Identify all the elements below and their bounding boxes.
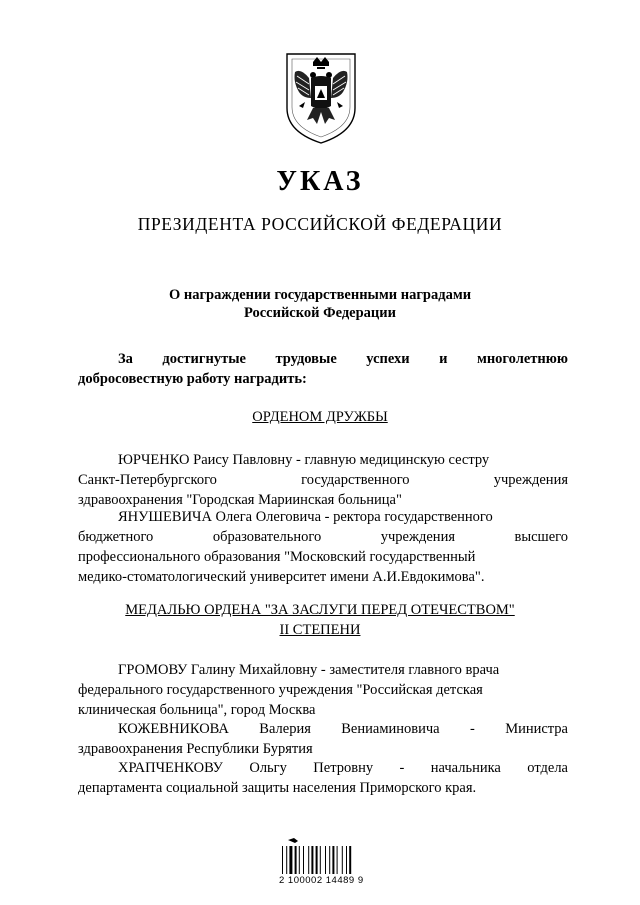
issuer-title: ПРЕЗИДЕНТА РОССИЙСКОЙ ФЕДЕРАЦИИ [137, 214, 503, 234]
preamble-line-1: За достигнутые трудовые успехи и многолетнюю [118, 351, 568, 367]
preamble-line-2: добросовестную работу наградить: [78, 371, 307, 387]
award1-recipient-1: ЮРЧЕНКО Раису Павловну - главную медицинскую сестру Санкт-Петербургского государственного учреждения здравоохранения "Городская Мариинская больница" [78, 452, 568, 508]
award1-recipient-2: ЯНУШЕВИЧА Олега Олеговича - ректора государственного бюджетного образовательного учреждения высшего профессионального образования "Московский государственный медико-стоматологический университет имени А.И.Евдокимова". [78, 509, 568, 585]
preamble [78, 349, 568, 389]
award2-recipient-2: КОЖЕВНИКОВА Валерия Вениаминовича - Министра здравоохранения Республики Бурятия [78, 721, 568, 757]
document-type-title: УКАЗ [276, 166, 364, 197]
award2-recipient-3: ХРАПЧЕНКОВУ Ольгу Петровну - начальника отдела департамента социальной защиты населения Приморского края. [78, 760, 568, 796]
award-title-medal-line-2: II СТЕПЕНИ [279, 622, 361, 638]
coat-of-arms-emblem [283, 50, 359, 146]
subject-line-1: О награждении государственными наградами [168, 287, 472, 303]
award2-recipient-1: ГРОМОВУ Галину Михайловну - заместителя главного врача федерального государственного учреждения "Российская детская клиническая больница", город Москва [78, 662, 500, 718]
subject-line-2: Российской Федерации [243, 305, 396, 321]
barcode-number: 2 100002 14489 9 [279, 875, 364, 886]
award-title-order-of-friendship: ОРДЕНОМ ДРУЖБЫ [252, 409, 388, 425]
award-title-medal-line-1: МЕДАЛЬЮ ОРДЕНА "ЗА ЗАСЛУГИ ПЕРЕД ОТЕЧЕСТВОМ" [125, 602, 515, 618]
barcode-graphic [280, 838, 370, 876]
